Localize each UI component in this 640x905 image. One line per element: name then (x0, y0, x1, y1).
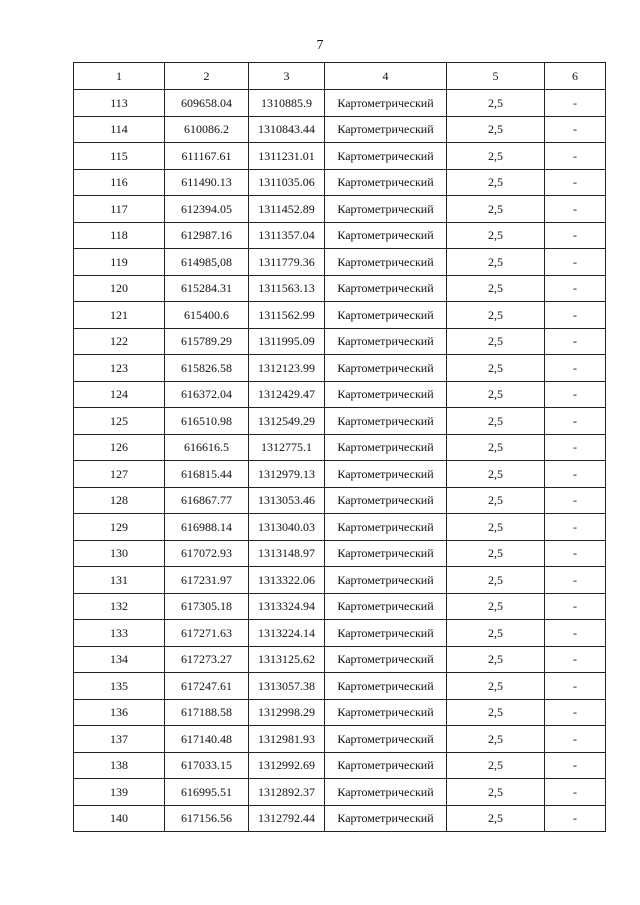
method-cell: Картометрический (325, 593, 447, 620)
point-number-cell: 128 (74, 487, 165, 514)
method-cell: Картометрический (325, 699, 447, 726)
table-row (74, 381, 606, 408)
table-row (74, 540, 606, 567)
point-number-cell: 133 (74, 620, 165, 647)
accuracy-cell: 2,5 (447, 699, 545, 726)
accuracy-cell: 2,5 (447, 514, 545, 541)
x-coordinate-cell: 611167.61 (165, 143, 249, 170)
accuracy-cell: 2,5 (447, 567, 545, 594)
table-row (74, 196, 606, 223)
accuracy-cell: 2,5 (447, 487, 545, 514)
point-number-cell: 119 (74, 249, 165, 276)
method-cell: Картометрический (325, 620, 447, 647)
y-coordinate-cell: 1313224.14 (249, 620, 325, 647)
y-coordinate-cell: 1313057.38 (249, 673, 325, 700)
header-row (74, 63, 606, 90)
method-cell: Картометрический (325, 726, 447, 753)
y-coordinate-cell: 1312979.13 (249, 461, 325, 488)
table-row (74, 487, 606, 514)
method-cell: Картометрический (325, 567, 447, 594)
column-header-3: 3 (249, 63, 325, 90)
point-number-cell: 137 (74, 726, 165, 753)
point-number-cell: 121 (74, 302, 165, 329)
accuracy-cell: 2,5 (447, 328, 545, 355)
description-cell: - (545, 487, 606, 514)
accuracy-cell: 2,5 (447, 752, 545, 779)
y-coordinate-cell: 1312792.44 (249, 805, 325, 832)
column-header-4: 4 (325, 63, 447, 90)
method-cell: Картометрический (325, 116, 447, 143)
method-cell: Картометрический (325, 461, 447, 488)
description-cell: - (545, 90, 606, 117)
table-row (74, 514, 606, 541)
description-cell: - (545, 805, 606, 832)
accuracy-cell: 2,5 (447, 116, 545, 143)
x-coordinate-cell: 617140.48 (165, 726, 249, 753)
column-header-6: 6 (545, 63, 606, 90)
accuracy-cell: 2,5 (447, 249, 545, 276)
table-row (74, 673, 606, 700)
x-coordinate-cell: 609658.04 (165, 90, 249, 117)
x-coordinate-cell: 617273.27 (165, 646, 249, 673)
table-row (74, 699, 606, 726)
y-coordinate-cell: 1313040.03 (249, 514, 325, 541)
description-cell: - (545, 275, 606, 302)
method-cell: Картометрический (325, 540, 447, 567)
accuracy-cell: 2,5 (447, 673, 545, 700)
method-cell: Картометрический (325, 646, 447, 673)
point-number-cell: 130 (74, 540, 165, 567)
x-coordinate-cell: 614985,08 (165, 249, 249, 276)
description-cell: - (545, 355, 606, 382)
x-coordinate-cell: 615789.29 (165, 328, 249, 355)
table-row (74, 169, 606, 196)
description-cell: - (545, 249, 606, 276)
method-cell: Картометрический (325, 514, 447, 541)
x-coordinate-cell: 612987.16 (165, 222, 249, 249)
y-coordinate-cell: 1311562.99 (249, 302, 325, 329)
y-coordinate-cell: 1311995.09 (249, 328, 325, 355)
x-coordinate-cell: 616867.77 (165, 487, 249, 514)
x-coordinate-cell: 617188.58 (165, 699, 249, 726)
x-coordinate-cell: 617247.61 (165, 673, 249, 700)
point-number-cell: 116 (74, 169, 165, 196)
description-cell: - (545, 726, 606, 753)
y-coordinate-cell: 1312992.69 (249, 752, 325, 779)
point-number-cell: 125 (74, 408, 165, 435)
accuracy-cell: 2,5 (447, 355, 545, 382)
point-number-cell: 139 (74, 779, 165, 806)
accuracy-cell: 2,5 (447, 726, 545, 753)
page-number: 7 (316, 38, 324, 53)
method-cell: Картометрический (325, 328, 447, 355)
accuracy-cell: 2,5 (447, 222, 545, 249)
point-number-cell: 114 (74, 116, 165, 143)
y-coordinate-cell: 1311779.36 (249, 249, 325, 276)
description-cell: - (545, 646, 606, 673)
table-row (74, 726, 606, 753)
method-cell: Картометрический (325, 169, 447, 196)
method-cell: Картометрический (325, 487, 447, 514)
point-number-cell: 131 (74, 567, 165, 594)
y-coordinate-cell: 1311452.89 (249, 196, 325, 223)
method-cell: Картометрический (325, 355, 447, 382)
table-row (74, 222, 606, 249)
point-number-cell: 120 (74, 275, 165, 302)
accuracy-cell: 2,5 (447, 779, 545, 806)
table-row (74, 646, 606, 673)
method-cell: Картометрический (325, 302, 447, 329)
accuracy-cell: 2,5 (447, 620, 545, 647)
description-cell: - (545, 381, 606, 408)
description-cell: - (545, 514, 606, 541)
y-coordinate-cell: 1310843.44 (249, 116, 325, 143)
table-row (74, 408, 606, 435)
x-coordinate-cell: 616616.5 (165, 434, 249, 461)
point-number-cell: 117 (74, 196, 165, 223)
description-cell: - (545, 143, 606, 170)
method-cell: Картометрический (325, 249, 447, 276)
table-row (74, 620, 606, 647)
table-header (74, 63, 606, 90)
accuracy-cell: 2,5 (447, 593, 545, 620)
x-coordinate-cell: 611490.13 (165, 169, 249, 196)
description-cell: - (545, 673, 606, 700)
method-cell: Картометрический (325, 752, 447, 779)
table-row (74, 805, 606, 832)
accuracy-cell: 2,5 (447, 381, 545, 408)
y-coordinate-cell: 1313053.46 (249, 487, 325, 514)
description-cell: - (545, 222, 606, 249)
column-header-1: 1 (74, 63, 165, 90)
y-coordinate-cell: 1312549.29 (249, 408, 325, 435)
point-number-cell: 129 (74, 514, 165, 541)
table-row (74, 593, 606, 620)
accuracy-cell: 2,5 (447, 434, 545, 461)
point-number-cell: 127 (74, 461, 165, 488)
x-coordinate-cell: 616815.44 (165, 461, 249, 488)
description-cell: - (545, 328, 606, 355)
description-cell: - (545, 540, 606, 567)
method-cell: Картометрический (325, 196, 447, 223)
point-number-cell: 138 (74, 752, 165, 779)
method-cell: Картометрический (325, 222, 447, 249)
point-number-cell: 136 (74, 699, 165, 726)
table-row (74, 143, 606, 170)
accuracy-cell: 2,5 (447, 143, 545, 170)
y-coordinate-cell: 1311035.06 (249, 169, 325, 196)
accuracy-cell: 2,5 (447, 169, 545, 196)
x-coordinate-cell: 610086.2 (165, 116, 249, 143)
accuracy-cell: 2,5 (447, 540, 545, 567)
description-cell: - (545, 699, 606, 726)
point-number-cell: 118 (74, 222, 165, 249)
description-cell: - (545, 593, 606, 620)
description-cell: - (545, 779, 606, 806)
description-cell: - (545, 567, 606, 594)
description-cell: - (545, 620, 606, 647)
column-header-2: 2 (165, 63, 249, 90)
y-coordinate-cell: 1313322.06 (249, 567, 325, 594)
x-coordinate-cell: 617033.15 (165, 752, 249, 779)
table-row (74, 249, 606, 276)
table-row (74, 779, 606, 806)
point-number-cell: 113 (74, 90, 165, 117)
y-coordinate-cell: 1312123.99 (249, 355, 325, 382)
y-coordinate-cell: 1313148.97 (249, 540, 325, 567)
method-cell: Картометрический (325, 805, 447, 832)
column-header-5: 5 (447, 63, 545, 90)
y-coordinate-cell: 1311563.13 (249, 275, 325, 302)
x-coordinate-cell: 617156.56 (165, 805, 249, 832)
accuracy-cell: 2,5 (447, 302, 545, 329)
description-cell: - (545, 196, 606, 223)
x-coordinate-cell: 616995.51 (165, 779, 249, 806)
method-cell: Картометрический (325, 143, 447, 170)
description-cell: - (545, 302, 606, 329)
method-cell: Картометрический (325, 673, 447, 700)
description-cell: - (545, 116, 606, 143)
description-cell: - (545, 752, 606, 779)
table-row (74, 90, 606, 117)
table-row (74, 355, 606, 382)
table-row (74, 434, 606, 461)
y-coordinate-cell: 1313125.62 (249, 646, 325, 673)
x-coordinate-cell: 615400.6 (165, 302, 249, 329)
table-row (74, 302, 606, 329)
table-row (74, 461, 606, 488)
x-coordinate-cell: 616988.14 (165, 514, 249, 541)
accuracy-cell: 2,5 (447, 90, 545, 117)
table-row (74, 752, 606, 779)
accuracy-cell: 2,5 (447, 275, 545, 302)
y-coordinate-cell: 1312998.29 (249, 699, 325, 726)
description-cell: - (545, 461, 606, 488)
y-coordinate-cell: 1312429.47 (249, 381, 325, 408)
x-coordinate-cell: 612394.05 (165, 196, 249, 223)
y-coordinate-cell: 1311231.01 (249, 143, 325, 170)
point-number-cell: 140 (74, 805, 165, 832)
method-cell: Картометрический (325, 90, 447, 117)
description-cell: - (545, 408, 606, 435)
y-coordinate-cell: 1312775.1 (249, 434, 325, 461)
y-coordinate-cell: 1312981.93 (249, 726, 325, 753)
x-coordinate-cell: 615826.58 (165, 355, 249, 382)
method-cell: Картометрический (325, 408, 447, 435)
table-row (74, 567, 606, 594)
table-row (74, 275, 606, 302)
point-number-cell: 123 (74, 355, 165, 382)
point-number-cell: 115 (74, 143, 165, 170)
point-number-cell: 124 (74, 381, 165, 408)
method-cell: Картометрический (325, 381, 447, 408)
method-cell: Картометрический (325, 779, 447, 806)
table-body (74, 90, 606, 832)
y-coordinate-cell: 1312892.37 (249, 779, 325, 806)
y-coordinate-cell: 1310885.9 (249, 90, 325, 117)
description-cell: - (545, 169, 606, 196)
description-cell: - (545, 434, 606, 461)
point-number-cell: 132 (74, 593, 165, 620)
accuracy-cell: 2,5 (447, 805, 545, 832)
method-cell: Картометрический (325, 434, 447, 461)
accuracy-cell: 2,5 (447, 646, 545, 673)
accuracy-cell: 2,5 (447, 461, 545, 488)
x-coordinate-cell: 617231.97 (165, 567, 249, 594)
accuracy-cell: 2,5 (447, 408, 545, 435)
x-coordinate-cell: 615284.31 (165, 275, 249, 302)
y-coordinate-cell: 1313324.94 (249, 593, 325, 620)
method-cell: Картометрический (325, 275, 447, 302)
x-coordinate-cell: 617305.18 (165, 593, 249, 620)
x-coordinate-cell: 616510.98 (165, 408, 249, 435)
accuracy-cell: 2,5 (447, 196, 545, 223)
point-number-cell: 122 (74, 328, 165, 355)
table-row (74, 116, 606, 143)
x-coordinate-cell: 616372.04 (165, 381, 249, 408)
x-coordinate-cell: 617072.93 (165, 540, 249, 567)
table-row (74, 328, 606, 355)
point-number-cell: 134 (74, 646, 165, 673)
point-number-cell: 126 (74, 434, 165, 461)
point-number-cell: 135 (74, 673, 165, 700)
y-coordinate-cell: 1311357.04 (249, 222, 325, 249)
coordinates-table (73, 62, 606, 832)
x-coordinate-cell: 617271.63 (165, 620, 249, 647)
